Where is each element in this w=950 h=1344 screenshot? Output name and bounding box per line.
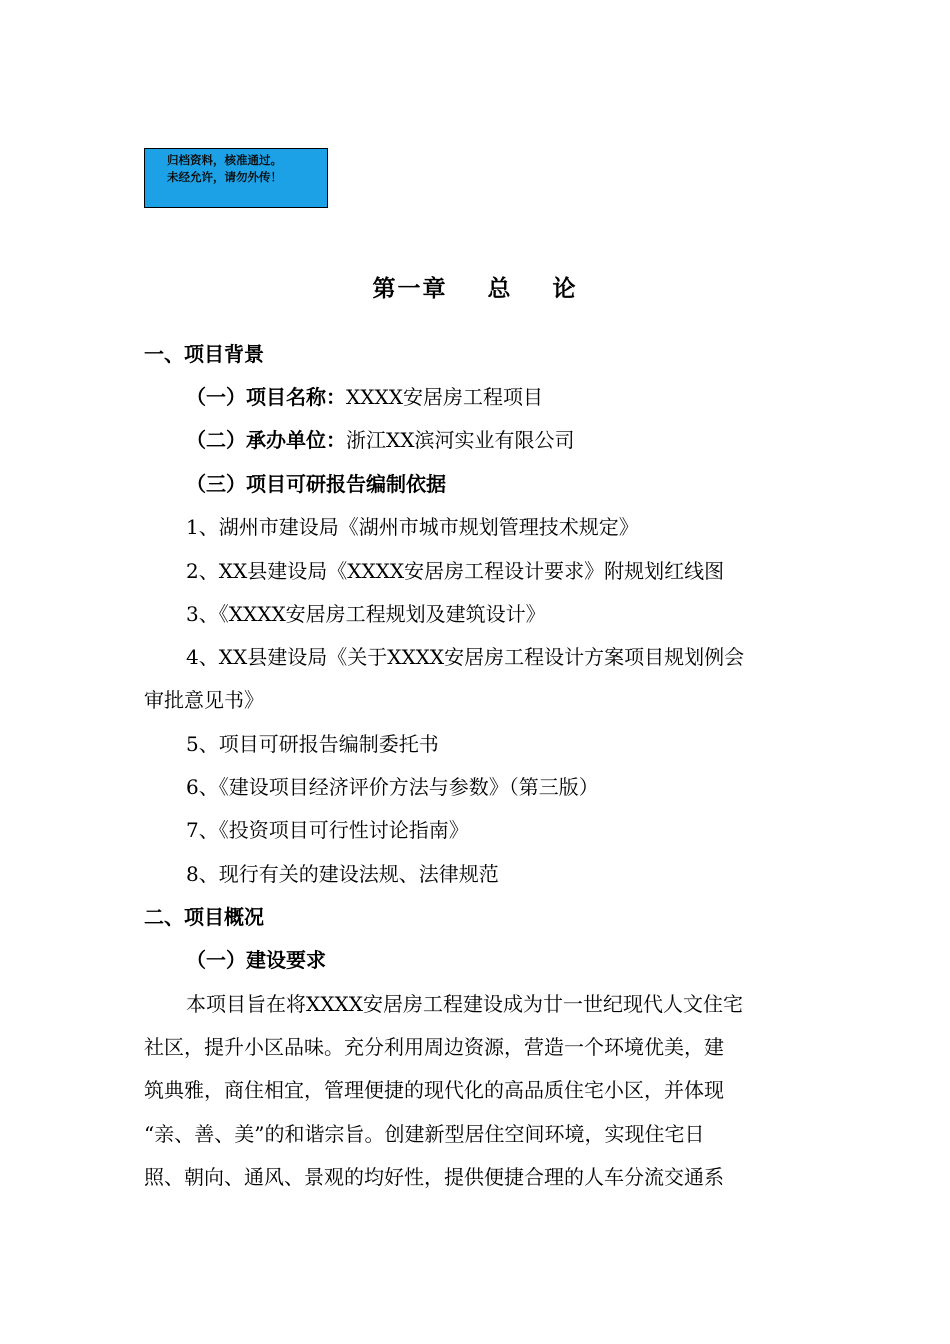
basis-item-3: 3、《XXXX安居房工程规划及建筑设计》 xyxy=(186,602,546,626)
project-name-value: XXXX安居房工程项目 xyxy=(346,385,543,409)
stamp-line-2: 未经允许，请勿外传！ xyxy=(167,170,282,184)
paragraph-line-2: 社区，提升小区品味。充分利用周边资源，营造一个环境优美，建 xyxy=(144,1035,724,1059)
organizer-label: （二）承办单位： xyxy=(186,428,346,452)
basis-item-4: 4、XX县建设局《关于XXXX安居房工程设计方案项目规划例会 xyxy=(186,645,745,669)
basis-item-6: 6、《建设项目经济评价方法与参数》（第三版） xyxy=(186,775,599,799)
paragraph-line-1: 本项目旨在将XXXX安居房工程建设成为廿一世纪现代人文住宅 xyxy=(186,992,743,1016)
paragraph-line-5: 照、朝向、通风、景观的均好性，提供便捷合理的人车分流交通系 xyxy=(144,1165,724,1189)
basis-item-5: 5、项目可研报告编制委托书 xyxy=(186,732,439,756)
basis-item-4-cont: 审批意见书》 xyxy=(144,688,264,712)
project-name-line xyxy=(186,383,543,411)
organizer-line xyxy=(186,426,574,454)
basis-item-8: 8、现行有关的建设法规、法律规范 xyxy=(186,862,499,886)
project-name-label: （一）项目名称： xyxy=(186,385,346,409)
organizer-value: 浙江XX滨河实业有限公司 xyxy=(346,428,575,452)
basis-item-2: 2、XX县建设局《XXXX安居房工程设计要求》附规划红线图 xyxy=(186,559,725,583)
basis-item-7: 7、《投资项目可行性讨论指南》 xyxy=(186,818,469,842)
section-heading-background: 一、项目背景 xyxy=(144,342,264,366)
basis-heading: （三）项目可研报告编制依据 xyxy=(186,472,446,496)
stamp-line-1: 归档资料，核准通过。 xyxy=(167,153,282,167)
paragraph-line-4: “亲、善、美”的和谐宗旨。创建新型居住空间环境，实现住宅日 xyxy=(144,1122,705,1146)
paragraph-line-3: 筑典雅，商住相宜，管理便捷的现代化的高品质住宅小区，并体现 xyxy=(144,1078,724,1102)
basis-item-1: 1、湖州市建设局《湖州市城市规划管理技术规定》 xyxy=(186,515,639,539)
construction-requirements-heading: （一）建设要求 xyxy=(186,948,326,972)
chapter-title: 第一章 总 论 xyxy=(372,275,578,302)
section-heading-overview: 二、项目概况 xyxy=(144,905,264,929)
archive-stamp xyxy=(144,148,328,208)
